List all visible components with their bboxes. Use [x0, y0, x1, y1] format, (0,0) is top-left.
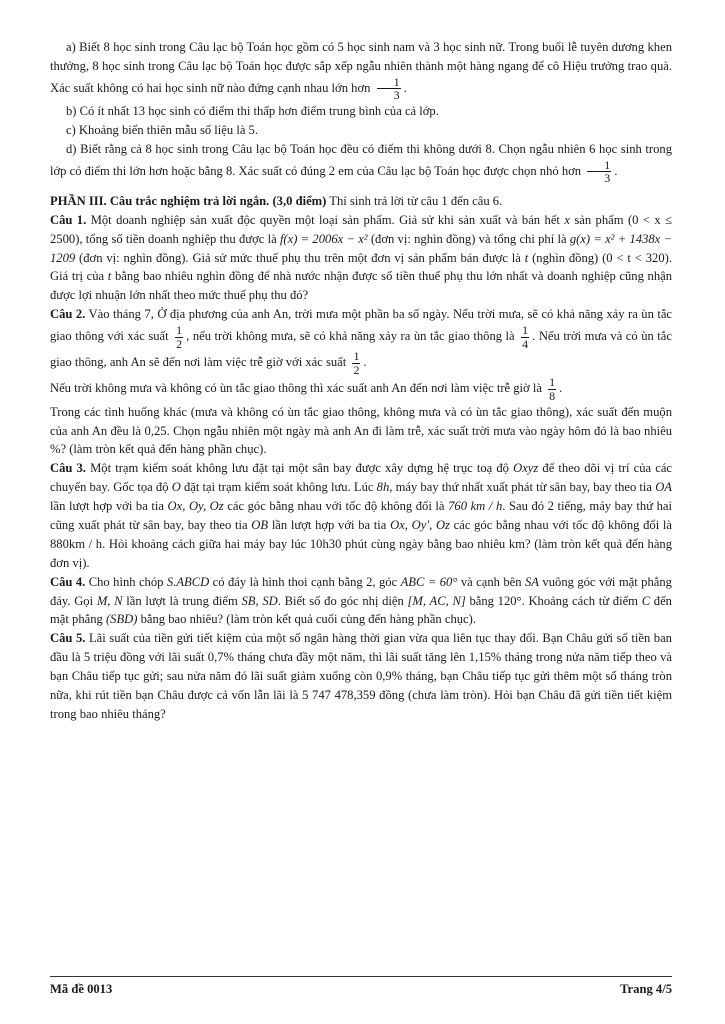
item-d: d) Biết rằng cả 8 học sinh trong Câu lạc bộ Toán học đều có điểm thi không dưới 8. Chọn ngẫu nhiên 6 học sinh trong lớp có điểm thi lớn hơn hoặc bằng 8. Xác suất có đúng 2 em của Câu lạc bộ Toán học được chọn nhỏ hơn $\frac{1}{3}$ .	[50, 141, 672, 186]
item-b: b) Có ít nhất 13 học sinh có điểm thi thấp hơn điểm trung bình của cả lớp.	[66, 103, 439, 118]
question-5: Câu 5. Lãi suất của tiền gửi tiết kiệm của một số ngân hàng thời gian vừa qua liên tục thay đổi. Bạn Châu gửi số tiền ban đầu là 5 triệu đồng với lãi suất 0,7% tháng chưa đầy một năm, thì lãi suất tăng lên 1,15% tháng trong nửa năm tiếp theo và bạn Châu tiếp tục gửi; sau nửa năm đó lãi suất giảm xuống còn 0,9% tháng, bạn Châu tiếp tục gửi thêm một số tháng tròn nữa, khi rút tiền bạn Châu được cả vốn lẫn lãi là 5 747 478,359 đồng (chưa làm tròn). Hỏi bạn Châu đã gửi tiền tiết kiệm trong bao nhiêu tháng?	[50, 631, 672, 721]
fraction-one-half: $\frac{1}{2}$	[176, 323, 183, 351]
exam-code: Mã đề 0013	[50, 982, 113, 996]
question-2: Câu 2. Vào tháng 7, Ở địa phương của anh An, trời mưa một phần ba số ngày. Nếu trời mưa, sẽ có khả năng xảy ra ùn tắc giao thông với xác suất $\frac{1}{2}$ , nếu trời không mưa, sẽ có khả năng xảy ra ùn tắc giao thông là $\frac{1}{4}$ . Nếu trời mưa và có ùn tắc giao thông, anh An sẽ đến nơi làm việc trễ giờ với xác suất $\frac{1}{2}$ .	[50, 307, 672, 377]
question-4: Câu 4. Cho hình chóp S.ABCD có đáy là hình thoi cạnh bằng 2, góc ABC = 60° và cạnh bên SA vuông góc với mặt phẳng đáy. Gọi M, N lần lượt là trung điểm SB, SD. Biết số đo góc nhị diện [M, AC, N] bằng 120°. Khoảng cách từ điểm C đến mặt phẳng (SBD) bằng bao nhiêu? (làm tròn kết quả cuối cùng đến hàng phần chục).	[50, 574, 672, 627]
fraction-one-half: $\frac{1}{2}$	[353, 349, 360, 377]
fraction-one-quarter: $\frac{1}{4}$	[522, 323, 529, 351]
page-number: Trang 4/5	[620, 982, 672, 996]
part-3-heading: PHẦN III. Câu trắc nghiệm trả lời ngắn. (3,0 điểm) Thí sinh trả lời từ câu 1 đến câu 6.	[50, 193, 503, 208]
page-footer	[50, 980, 672, 999]
fraction-one-third: $\frac{1}{3}$	[587, 159, 611, 185]
item-a-text: a) Biết 8 học sinh trong Câu lạc bộ Toán học gồm có 5 học sinh nam và 3 học sinh nữ. Trong buổi lễ tuyên dương khen thưởng, 8 học sinh trong Câu lạc bộ Toán học được sắp xếp ngẫu nhiên thành một hàng ngang để cô Hiệu trưởng trao quà. Xác suất không có hai học sinh nữ nào đứng cạnh nhau lớn hơn	[50, 40, 672, 95]
item-c: c) Khoảng biến thiên mẫu số liệu là 5.	[66, 122, 259, 137]
fraction-one-third: $\frac{1}{3}$	[377, 76, 401, 102]
question-2-cont: Nếu trời không mưa và không có ùn tắc giao thông thì xác suất anh An đến nơi làm việc trễ giờ là $\frac{1}{8}$ .	[50, 375, 563, 404]
question-2-end: Trong các tình huống khác (mưa và không có ùn tắc giao thông, không mưa và có ùn tắc giao thông), xác suất đến muộn của anh An đều là 0,25. Chọn ngẫu nhiên một ngày mà anh An đi làm trễ, xác suất trời mưa vào ngày hôm đó là bao nhiêu %? (làm tròn kết quả đến hàng phần chục).	[50, 404, 672, 457]
fraction-one-eighth: $\frac{1}{8}$	[549, 375, 556, 404]
page-content	[50, 38, 672, 724]
question-1: Câu 1. Một doanh nghiệp sản xuất độc quyền một loại sản phẩm. Giả sử khi sản xuất và bán hết x sản phẩm (0 < x ≤ 2500), tổng số tiền doanh nghiệp thu được là f(x) = 2006x − x² (đơn vị: nghìn đồng) và tổng chi phí là g(x) = x² + 1438x − 1209 (đơn vị: nghìn đồng). Giả sử mức thuế phụ thu trên một đơn vị sản phẩm bán được là t (nghìn đồng) (0 < t < 320). Giá trị của t bằng bao nhiêu nghìn đồng để nhà nước nhận được số tiền thuế phụ thu lớn nhất và doanh nghiệp cũng nhận được lợi nhuận lớn nhất theo mức thuế phụ thu đó?	[50, 212, 673, 303]
item-d-text: d) Biết rằng cả 8 học sinh trong Câu lạc bộ Toán học đều có điểm thi không dưới 8. Chọn ngẫu nhiên 6 học sinh trong lớp có điểm thi lớn hơn hoặc bằng 8. Xác suất có đúng 2 em của Câu lạc bộ Toán học được chọn nhỏ hơn	[50, 141, 672, 178]
question-3: Câu 3. Một trạm kiểm soát không lưu đặt tại một sân bay được xây dựng hệ trục toạ độ Oxyz để theo dõi vị trí của các chuyến bay. Gốc tọa độ O đặt tại trạm kiểm soát không lưu. Lúc 8h, máy bay thứ nhất xuất phát từ sân bay, bay theo tia OA lần lượt hợp với ba tia Ox, Oy, Oz các góc bằng nhau với tốc độ không đổi là 760 km / h. Sau đó 2 tiếng, máy bay thứ hai cũng xuất phát từ sân bay, bay theo tia OB lần lượt hợp với ba tia Ox, Oy′, Oz các góc bằng nhau với tốc độ không đổi là 880km / h. Hỏi khoảng cách giữa hai máy bay lúc 10h30 phút cùng ngày bằng bao nhiêu km? (làm tròn kết quả đến hàng đơn vị).	[50, 461, 673, 570]
footer-divider	[50, 976, 672, 977]
item-a: a) Biết 8 học sinh trong Câu lạc bộ Toán học gồm có 5 học sinh nam và 3 học sinh nữ. Trong buổi lễ tuyên dương khen thưởng, 8 học sinh trong Câu lạc bộ Toán học được sắp xếp ngẫu nhiên thành một hàng ngang để cô Hiệu trưởng trao quà. Xác suất không có hai học sinh nữ nào đứng cạnh nhau lớn hơn $\frac{1}{3}$ .	[50, 40, 672, 103]
